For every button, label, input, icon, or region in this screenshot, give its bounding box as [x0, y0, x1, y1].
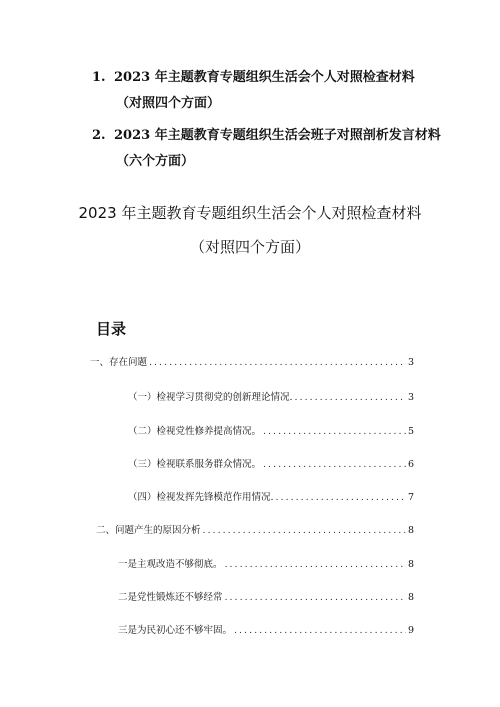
- toc-entry-text: （一）检视学习贯彻党的创新理论情况.: [128, 392, 293, 403]
- toc-leader-dots: [225, 559, 406, 570]
- toc-entry-text: （二）检视党性修养提高情况。: [128, 426, 262, 437]
- toc-entry-text: （三）检视联系服务群众情况。: [128, 459, 262, 470]
- document-title: 2023 年主题教育专题组织生活会个人对照检查材料: [78, 204, 422, 222]
- toc-page-number: 9: [407, 625, 414, 636]
- list-item: [92, 68, 472, 114]
- toc-entry[interactable]: [128, 423, 414, 437]
- toc-entry-text: 一是主观改造不够彻底。: [118, 559, 223, 570]
- toc-page-number: 3: [407, 392, 414, 403]
- toc-leader-dots: [295, 392, 406, 403]
- list-item-number: 1.: [92, 70, 106, 85]
- list-item-subtitle: （六个方面）: [116, 154, 195, 169]
- list-item-title: 2023 年主题教育专题组织生活会班子对照剖析发言材料: [114, 128, 441, 143]
- toc-entry[interactable]: [118, 622, 414, 636]
- toc-entry[interactable]: [96, 522, 414, 536]
- list-item-number: 2.: [92, 128, 106, 143]
- toc-leader-dots: [149, 357, 406, 368]
- toc-entry-text: 三是为民初心还不够牢固。: [118, 625, 233, 636]
- toc-page-number: 7: [407, 492, 414, 503]
- toc-entry[interactable]: [90, 354, 414, 368]
- toc-leader-dots: [225, 592, 406, 603]
- toc-page-number: 8: [407, 525, 414, 536]
- toc-entry-text: 二、问题产生的原因分析: [96, 525, 201, 536]
- list-item-title: 2023 年主题教育专题组织生活会个人对照检查材料: [114, 70, 415, 85]
- toc-page-number: 6: [407, 459, 414, 470]
- toc-entry-text: 二是党性锻炼还不够经常: [118, 592, 223, 603]
- toc-leader-dots: [203, 525, 406, 536]
- toc-leader-dots: [263, 459, 406, 470]
- toc-page-number: 3: [407, 357, 414, 368]
- list-item: [92, 126, 472, 172]
- toc-page-number: 8: [407, 592, 414, 603]
- toc-entry-text: 一、存在问题: [90, 357, 148, 368]
- toc-entry[interactable]: [128, 456, 414, 470]
- toc-leader-dots: [276, 492, 406, 503]
- toc-entry[interactable]: [118, 589, 414, 603]
- document-subtitle: （对照四个方面）: [189, 238, 310, 256]
- list-item-subtitle: （对照四个方面）: [116, 96, 221, 111]
- toc-page-number: 8: [407, 559, 414, 570]
- document-list: [92, 68, 472, 184]
- toc-page-number: 5: [407, 426, 414, 437]
- toc-entry[interactable]: [118, 556, 414, 570]
- toc-entry[interactable]: [128, 489, 414, 503]
- toc-heading: 目录: [96, 320, 127, 338]
- toc-leader-dots: [234, 625, 406, 636]
- toc-leader-dots: [263, 426, 406, 437]
- toc-entry-text: （四）检视发挥先锋模范作用情况.: [128, 492, 274, 503]
- toc-entry[interactable]: [128, 389, 414, 403]
